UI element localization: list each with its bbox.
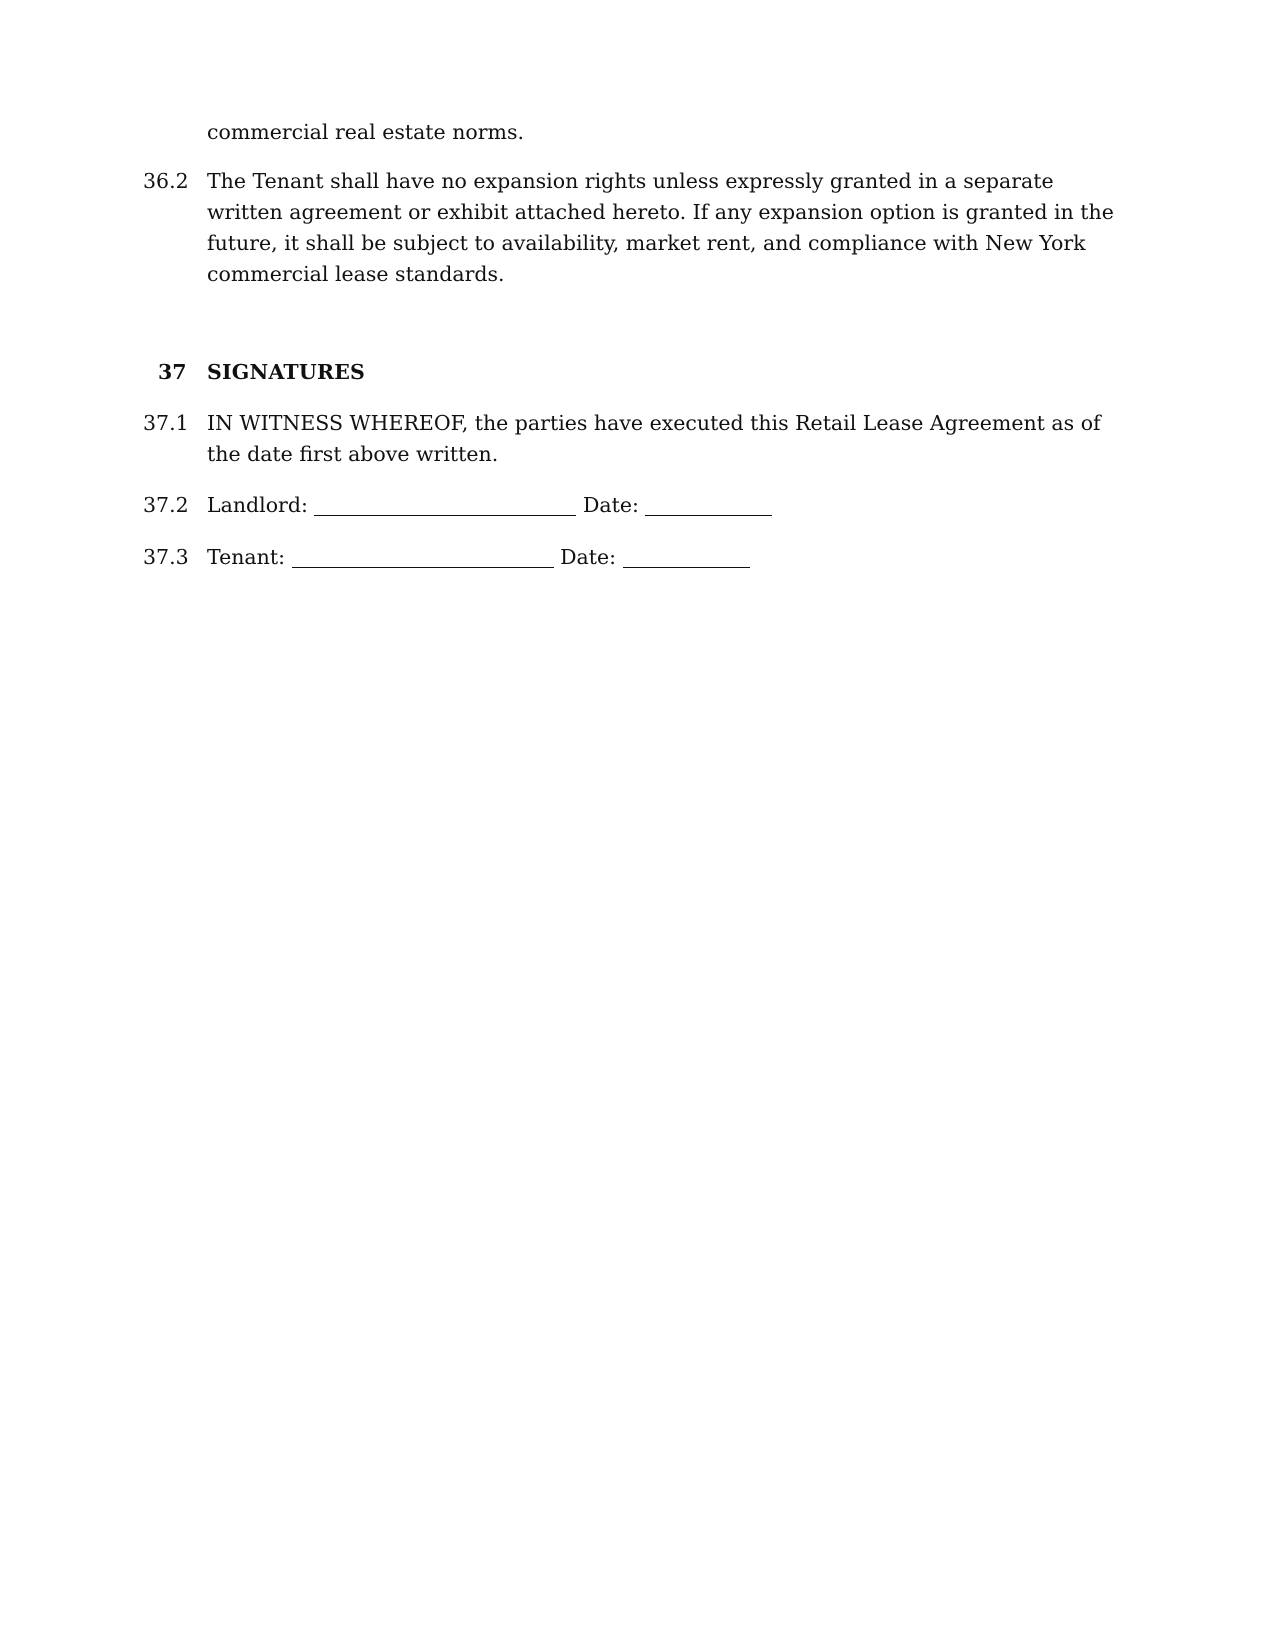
tenant-signature-line <box>207 542 1127 573</box>
clause-number: 37.2 <box>143 493 189 517</box>
tenant-date-blank[interactable] <box>623 545 750 568</box>
clause-text: IN WITNESS WHEREOF, the parties have executed this Retail Lease Agreement as of the date first above written. <box>207 411 1101 466</box>
landlord-signature-blank[interactable] <box>314 493 576 516</box>
clause-number: 36.2 <box>143 169 189 193</box>
landlord-label: Landlord: <box>207 493 308 517</box>
clause-number: 37.1 <box>143 411 189 435</box>
landlord-signature-line <box>207 490 1127 521</box>
tenant-date-label: Date: <box>560 545 616 569</box>
tenant-label: Tenant: <box>207 545 285 569</box>
section-number: 37 <box>158 360 187 384</box>
tenant-signature-blank[interactable] <box>292 545 554 568</box>
continuation-text: commercial real estate norms. <box>207 120 525 144</box>
clause-number: 37.3 <box>143 545 189 569</box>
section-title: SIGNATURES <box>207 360 366 384</box>
landlord-date-label: Date: <box>582 493 639 517</box>
landlord-date-blank[interactable] <box>645 493 772 516</box>
clause-text: The Tenant shall have no expansion rights unless expressly granted in a separate written agreement or exhibit attached hereto. If any expansion option is granted in the future, it shall be subject to availability, market rent, and compliance with New York commercial lease standards. <box>207 169 1114 286</box>
